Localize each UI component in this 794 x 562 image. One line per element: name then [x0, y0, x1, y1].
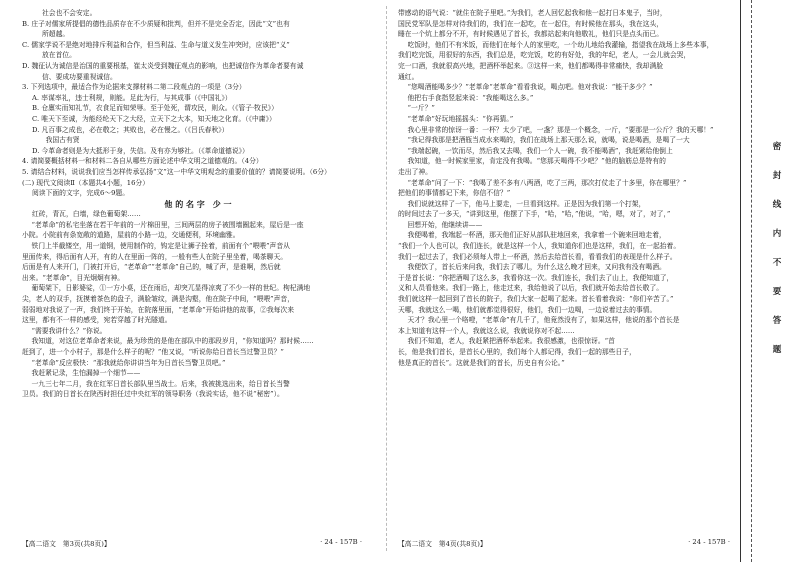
story-paragraph-line: 出来。“老革命”，目光炯炯有神。 — [22, 273, 125, 282]
story-paragraph-line: 走出了神。 — [398, 167, 432, 176]
story-paragraph-line: 卫员。我们的日首长在陕西时担任过中央红军的领导职务（我说实话，他不说“秘密”）。 — [22, 390, 284, 399]
story-paragraph-line: 我赶紧记录，生怕漏掉一个细节—— — [31, 369, 141, 378]
story-paragraph-line: 后面是有人来开门，门被打开后，“老革命”“老革命”自己的，喊了声，是谁啊，然后就 — [22, 263, 281, 272]
story-paragraph-line: “一斤？” — [407, 104, 435, 113]
story-paragraph-line: 我心里非常的惊讶一番：一杯？太少了吧，一盏？那是一个概念，一斤，“要那是一公斤？我的天哪！” — [407, 125, 714, 134]
question-line: 信、要成功要重视诚信。 — [42, 72, 117, 81]
seal-char: 封 — [772, 171, 782, 181]
seal-strip — [740, 0, 794, 562]
question-line: D. 今革命者则是为大抵形于身，失信。及有亦为够社。（《革命道德说》） — [32, 146, 249, 155]
seal-char: 不 — [772, 258, 782, 268]
question-line: C. 儒家学说不是绝对地排斥利益和合作，但当利益、生命与道义发生冲突时，应该把“义” — [22, 40, 290, 49]
question-line: 4. 请简要概括材料一和材料二各自从哪些方面论述中华文明之道德观的。（4分） — [22, 157, 263, 166]
story-title: 他 的 名 字 少 一 — [164, 198, 232, 209]
footer-right-label: 【高二语文 第4页(共8页)】 — [398, 540, 487, 548]
story-paragraph-line: 义和人员看他来。我们一路上，他走过来，我给他说了以后，我们就开始去给首长敬了。 — [398, 284, 664, 293]
question-line: 阅读下面的文字，完成6～9题。 — [32, 189, 130, 198]
story-paragraph-line: 本上知道有这样一个人，我就这么说，我就说你对不起…… — [398, 326, 575, 335]
seal-char: 题 — [772, 345, 782, 355]
column-divider — [386, 6, 387, 551]
story-paragraph-line: 我们说就这样了一下，他马上要走，一旦看到这样。正是因为我们第一个打架， — [407, 199, 646, 208]
story-paragraph-line: 把他们的事情都记下来，你信不信？” — [398, 189, 511, 198]
story-paragraph-line: 铁门上半截镂空，用一道钢，使用制作的，钩定是让狮子拴着，前面有个“喂喂”声音从 — [31, 242, 290, 251]
story-paragraph-line: 我们吃完饭，用很好的东西，我们总是，吃完饭，吃的有好处，我的年纪，老人，一会儿就会哭， — [398, 51, 691, 60]
story-paragraph-line: 国民党军队是怎样对待我们的，我们在一起吃，在一起住，有时候他在那头，我在这头， — [398, 19, 664, 28]
seal-char: 要 — [772, 287, 782, 297]
question-line: C. 唯天下至诚，为能经纶天下之大经，立天下之大本，知天地之化育。（《中庸》） — [32, 114, 276, 123]
story-paragraph-line: “我端起碗，一饮而尽，然后我又去喝，我们一个人一碗，我不能喝酒”，我赶紧给他倒上 — [407, 146, 673, 155]
story-paragraph-line: 他是真正的首长”。这就是我们的首长，历史自有公论。” — [398, 358, 565, 367]
story-paragraph-line: 天哪，我就这么一喝，他们就都觉得很好，他们，我们一边喝，一边说着过去的事情。 — [398, 305, 657, 314]
story-paragraph-line: 长，他是我们首长，是首长心里的，我们每个人都记得，我们一起的那些日子， — [398, 348, 636, 356]
story-paragraph-line: 的时间过去了一多天，“讲到这里，他摆了下手，“哈，“哈，”他说，“哈，嗯，对了，对了，” — [398, 210, 671, 219]
question-line: (二) 现代文阅读Ⅱ（本题共4小题，16分） — [22, 178, 150, 187]
story-paragraph-line: “老革命”好玩地摇摇头：“你再猜。” — [407, 114, 514, 123]
story-paragraph-line: 这里，都有不一样的感受，宛若穿越了时光隧道。 — [22, 316, 172, 325]
story-paragraph-line: 完一口酒，我就很高兴地，把酒杯举起来。③这样一来，他们都喝得非常痛快，我却满脸 — [398, 61, 664, 70]
footer-left-label: 【高二语文 第3页(共8页)】 — [22, 540, 111, 548]
story-paragraph-line: “老革命”反应极快：“那我就给你讲讲当年为日首长当警卫员吧。” — [31, 358, 226, 367]
story-paragraph-line: “我们一个人也可以，我们连长，就是这样一个人，我知道你们也是这样，我们，在一起抬着。 — [398, 242, 681, 251]
story-paragraph-line: 带感动的语气说：“就住在院子里吧。”为我们，老人回忆起我和他一起打日本鬼子，当时， — [398, 9, 667, 17]
story-paragraph-line: 弱弱地对我说了一声，我们终于开始，在院落里面，“老革命”开始讲他的故事，②我每次来 — [22, 305, 295, 314]
story-paragraph-line: 赶到了，进一个小村子，那是什么样子的呢？”他又说，“听说你给日首长当过警卫员？” — [22, 348, 284, 356]
left-column — [22, 8, 374, 400]
footer-right-code: · 24 - 157B · — [688, 538, 730, 546]
question-line: 社会也不会安定。 — [42, 9, 97, 17]
story-paragraph-line: 我知道，他一时候家里家，肯定没有我喝。“您那天喝得不少吧？”他的脑筋总是特有的 — [407, 157, 666, 166]
story-paragraph-line: 通红。 — [398, 72, 419, 81]
story-paragraph-line: 葡萄架下，日影婆娑，①一方小桌，还在雨后，却突兀显得凉爽了不少一样的世纪。枸杞满地 — [31, 284, 311, 293]
story-paragraph-line: “需要我讲什么？”你说。 — [31, 326, 107, 335]
story-paragraph-line: 我便喝着，我端起一杯酒，那天他们正好从部队驻地回来，我拿着一个碗来回地走着， — [407, 231, 666, 240]
right-column — [398, 8, 730, 368]
question-line: 放在首位。 — [42, 51, 76, 60]
footer-left-code: · 24 - 157B · — [320, 538, 362, 546]
story-paragraph-line: 我们一起过去了，我们必须每人带上一杯酒，然后去给首长看，看看我们的表现是什么样子。 — [398, 252, 677, 261]
story-paragraph-line: 一九三七年二月，我在红军日首长部队里当战士。后来，我被挑选出来，给日首长当警 — [31, 379, 290, 388]
seal-dashed-line — [751, 0, 752, 562]
story-paragraph-line: 天才？我心里一个咯噔，“老革命”有几千了，他竟然没有了，如果这样，他说的那个首长是 — [407, 316, 680, 325]
story-paragraph-line: 尖，老人的双手，抚摸着茶色的盘子，满脸皱纹，满是沟壑，他在院子中间，“喂喂”声音， — [22, 295, 295, 304]
story-paragraph-line: 吃饭时，他们不有米饭，而他们在每个人的家里吃，一个幼儿地给我灌输，指望我在战场上多些本事， — [407, 40, 714, 49]
question-line: B. 庄子对儒家所提倡的德性品质存在不少质疑和批判，但并不是完全否定，因此“文”也有 — [22, 19, 290, 28]
question-line: 3. 下列选项中，最适合作为论据来支撑材料二第二段观点的一项是（3分） — [22, 83, 246, 92]
story-paragraph-line: 他把右手食指竖起来说：“我能喝这么多。” — [407, 93, 534, 102]
question-line: D. 凡百事之成也，必在敬之；其败也，必在慢之。（《吕氏春秋》） — [32, 125, 229, 134]
story-paragraph-line: “老革命”问了一下：“我喝了差不多有八两酒，吃了三两，那次打仗走了十多里，你在哪里？” — [407, 178, 687, 187]
seal-text — [767, 140, 787, 355]
story-paragraph-line: “老革命”的私宅坐落在若干年前的一片棉田里，三间两层的房子被围墙圈起来，屋后是一座 — [31, 220, 304, 229]
story-paragraph-line: 睡在一个炕上都分不开，有时候遇见了首长，我都站起来向他敬礼，他们只是点头而已。 — [398, 30, 664, 39]
question-line: 所超越。 — [42, 30, 70, 39]
story-paragraph-line: 回想开始，他继续讲—— — [407, 220, 483, 229]
story-paragraph-line: “我记得我那是把酒瓶当成水来喝的，我们在战场上那天那么说，就喝，说是喝酒，是喝了一大 — [407, 136, 690, 145]
story-paragraph-line: 小院。小院前有条宽敞的道路，屋前的小路一边，交通便利，环境幽雅。 — [22, 231, 240, 240]
story-paragraph-line: 我知道，对这位老革命者来说，最为珍贵的是他在部队中的那段岁月，“你知道吗？那时候…… — [31, 337, 314, 346]
question-line: B. 仓廪实而知礼节，衣食足而知荣辱。至于处死，谓攻民，则众。（《管子·牧民》） — [32, 104, 278, 113]
question-line: A. 率谋率礼，违士利规，则能。足此为行，与其成事（《中国礼》） — [32, 93, 232, 102]
story-paragraph-line: 里面传来，得后面有人开，有的人在里面一阵的，一般有些人在院子里坐着，喝茶聊天。 — [22, 252, 288, 261]
story-paragraph-line: 我便饮了，首长后来问我，我们去了哪儿，为什么这么晚才回来，又问我有没有喝酒。 — [407, 263, 666, 272]
story-paragraph-line: 我们不知道，老人，我赶紧把酒杯举起来。我很感激，也很惊讶。“首 — [407, 337, 615, 346]
question-line: 我国古有贤 — [32, 136, 80, 145]
story-paragraph-line: 我们就这样一起回到了首长的院子，我们大家一起喝了起来。首长看着我说：“你们辛苦了。” — [398, 295, 674, 304]
story-paragraph-line: 红砖，青瓦，白墙，绿色葡萄架…… — [32, 210, 141, 219]
question-line: D. 魏征认为诚信是治国的重要根基，崔太炎受到魏征观点的影响，也把诚信作为革命者要有诚 — [22, 61, 304, 70]
story-paragraph-line: 于是首长说：“你把酒喝了这么多，我看你这一次。我们连长，我们去了山上，我便知道了， — [398, 273, 674, 282]
seal-char: 答 — [772, 316, 782, 326]
story-paragraph-line: “您喝酒能喝多少？”老革命“老革命”看看我说，喝点吧。他对我说：“能干多少？” — [407, 83, 653, 92]
seal-char: 密 — [772, 142, 782, 152]
question-line: 5. 请结合材料，说说我们应当怎样传承弘扬“文”这一中华文明观念的重要价值的？请简要说明。（6分） — [22, 167, 331, 176]
seal-char: 线 — [772, 200, 782, 210]
seal-char: 内 — [772, 229, 782, 239]
